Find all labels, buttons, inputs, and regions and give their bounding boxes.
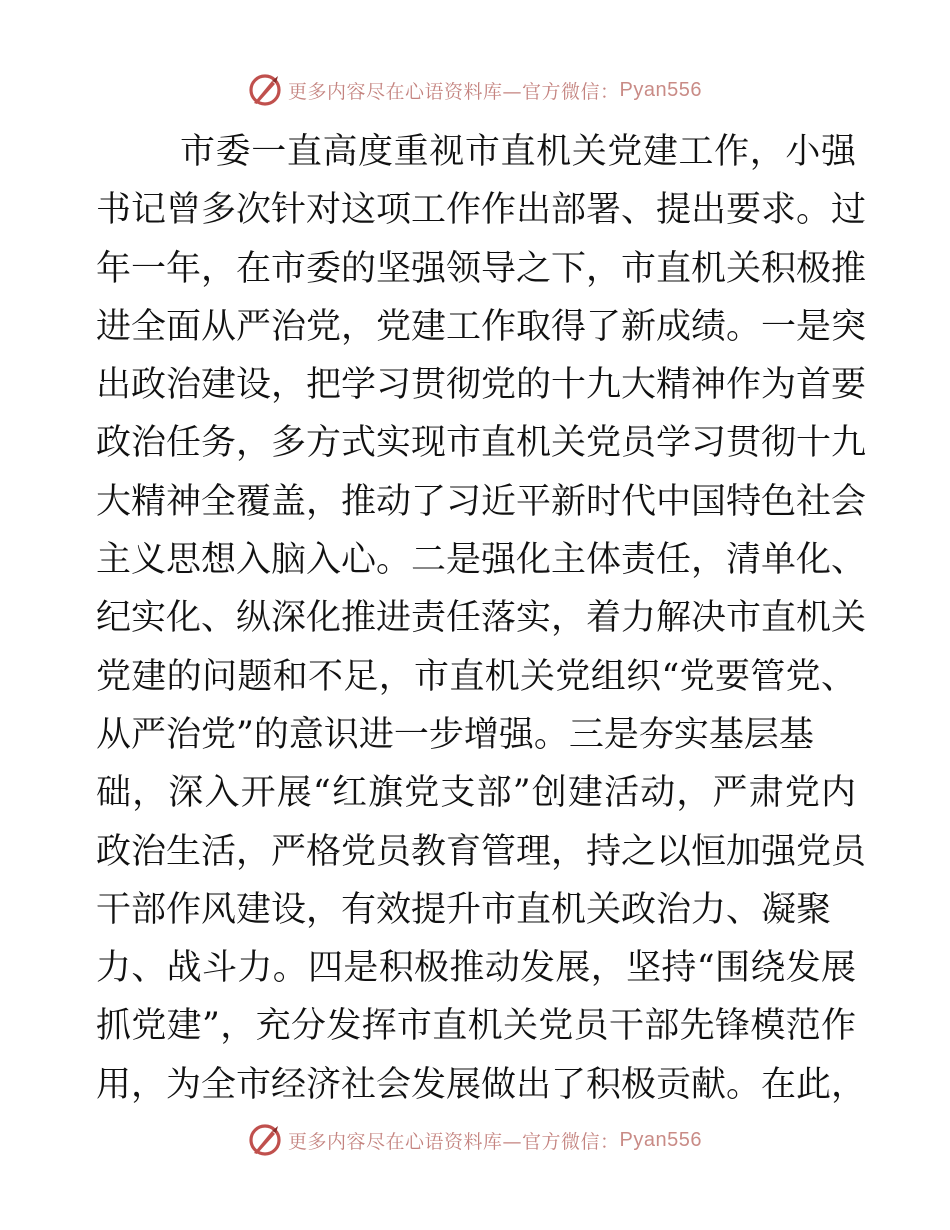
watermark-wechat-id: Pyan556 — [619, 78, 702, 101]
body-line: 进全面从严治党，党建工作取得了新成绩。一是突 — [96, 306, 867, 347]
body-line: 纪实化、纵深化推进责任落实，着力解决市直机关 — [96, 598, 867, 639]
watermark-wechat-id: Pyan556 — [619, 1128, 702, 1151]
body-line: 主义思想入脑入心。二是强化主体责任，清单化、 — [96, 540, 867, 581]
body-line: 书记曾多次针对这项工作作出部署、提出要求。过 — [96, 190, 867, 231]
body-line: 用，为全市经济社会发展做出了积极贡献。在此， — [96, 1064, 867, 1105]
body-line: 力、战斗力。四是积极推动发展，坚持“围绕发展 — [96, 948, 856, 989]
quill-logo-icon — [248, 1123, 282, 1157]
body-line: 年一年，在市委的坚强领导之下，市直机关积极推 — [96, 248, 867, 289]
quill-logo-icon — [248, 73, 282, 107]
body-line: 抓党建”，充分发挥市直机关党员干部先锋模范作 — [96, 1006, 856, 1047]
watermark-text: 更多内容尽在心语资料库—官方微信： — [288, 1130, 620, 1153]
body-line: 础，深入开展“红旗党支部”创建活动，严肃党内 — [96, 773, 856, 814]
document-body — [96, 123, 867, 1114]
body-line: 政治任务，多方式实现市直机关党员学习贯彻十九 — [96, 423, 867, 464]
body-line: 市委一直高度重视市直机关党建工作，小强 — [180, 132, 856, 172]
body-line: 党建的问题和不足，市直机关党组织“党要管党、 — [96, 656, 856, 697]
watermark-text: 更多内容尽在心语资料库—官方微信： — [288, 80, 620, 103]
body-line: 干部作风建设，有效提升市直机关政治力、凝聚 — [96, 889, 832, 930]
body-line: 政治生活，严格党员教育管理，持之以恒加强党员 — [96, 831, 867, 872]
body-line: 出政治建设，把学习贯彻党的十九大精神作为首要 — [96, 365, 867, 406]
footer-watermark — [0, 1120, 950, 1160]
header-watermark — [0, 70, 950, 110]
body-line: 从严治党”的意识进一步增强。三是夯实基层基 — [96, 714, 814, 755]
body-line: 大精神全覆盖，推动了习近平新时代中国特色社会 — [96, 481, 867, 522]
